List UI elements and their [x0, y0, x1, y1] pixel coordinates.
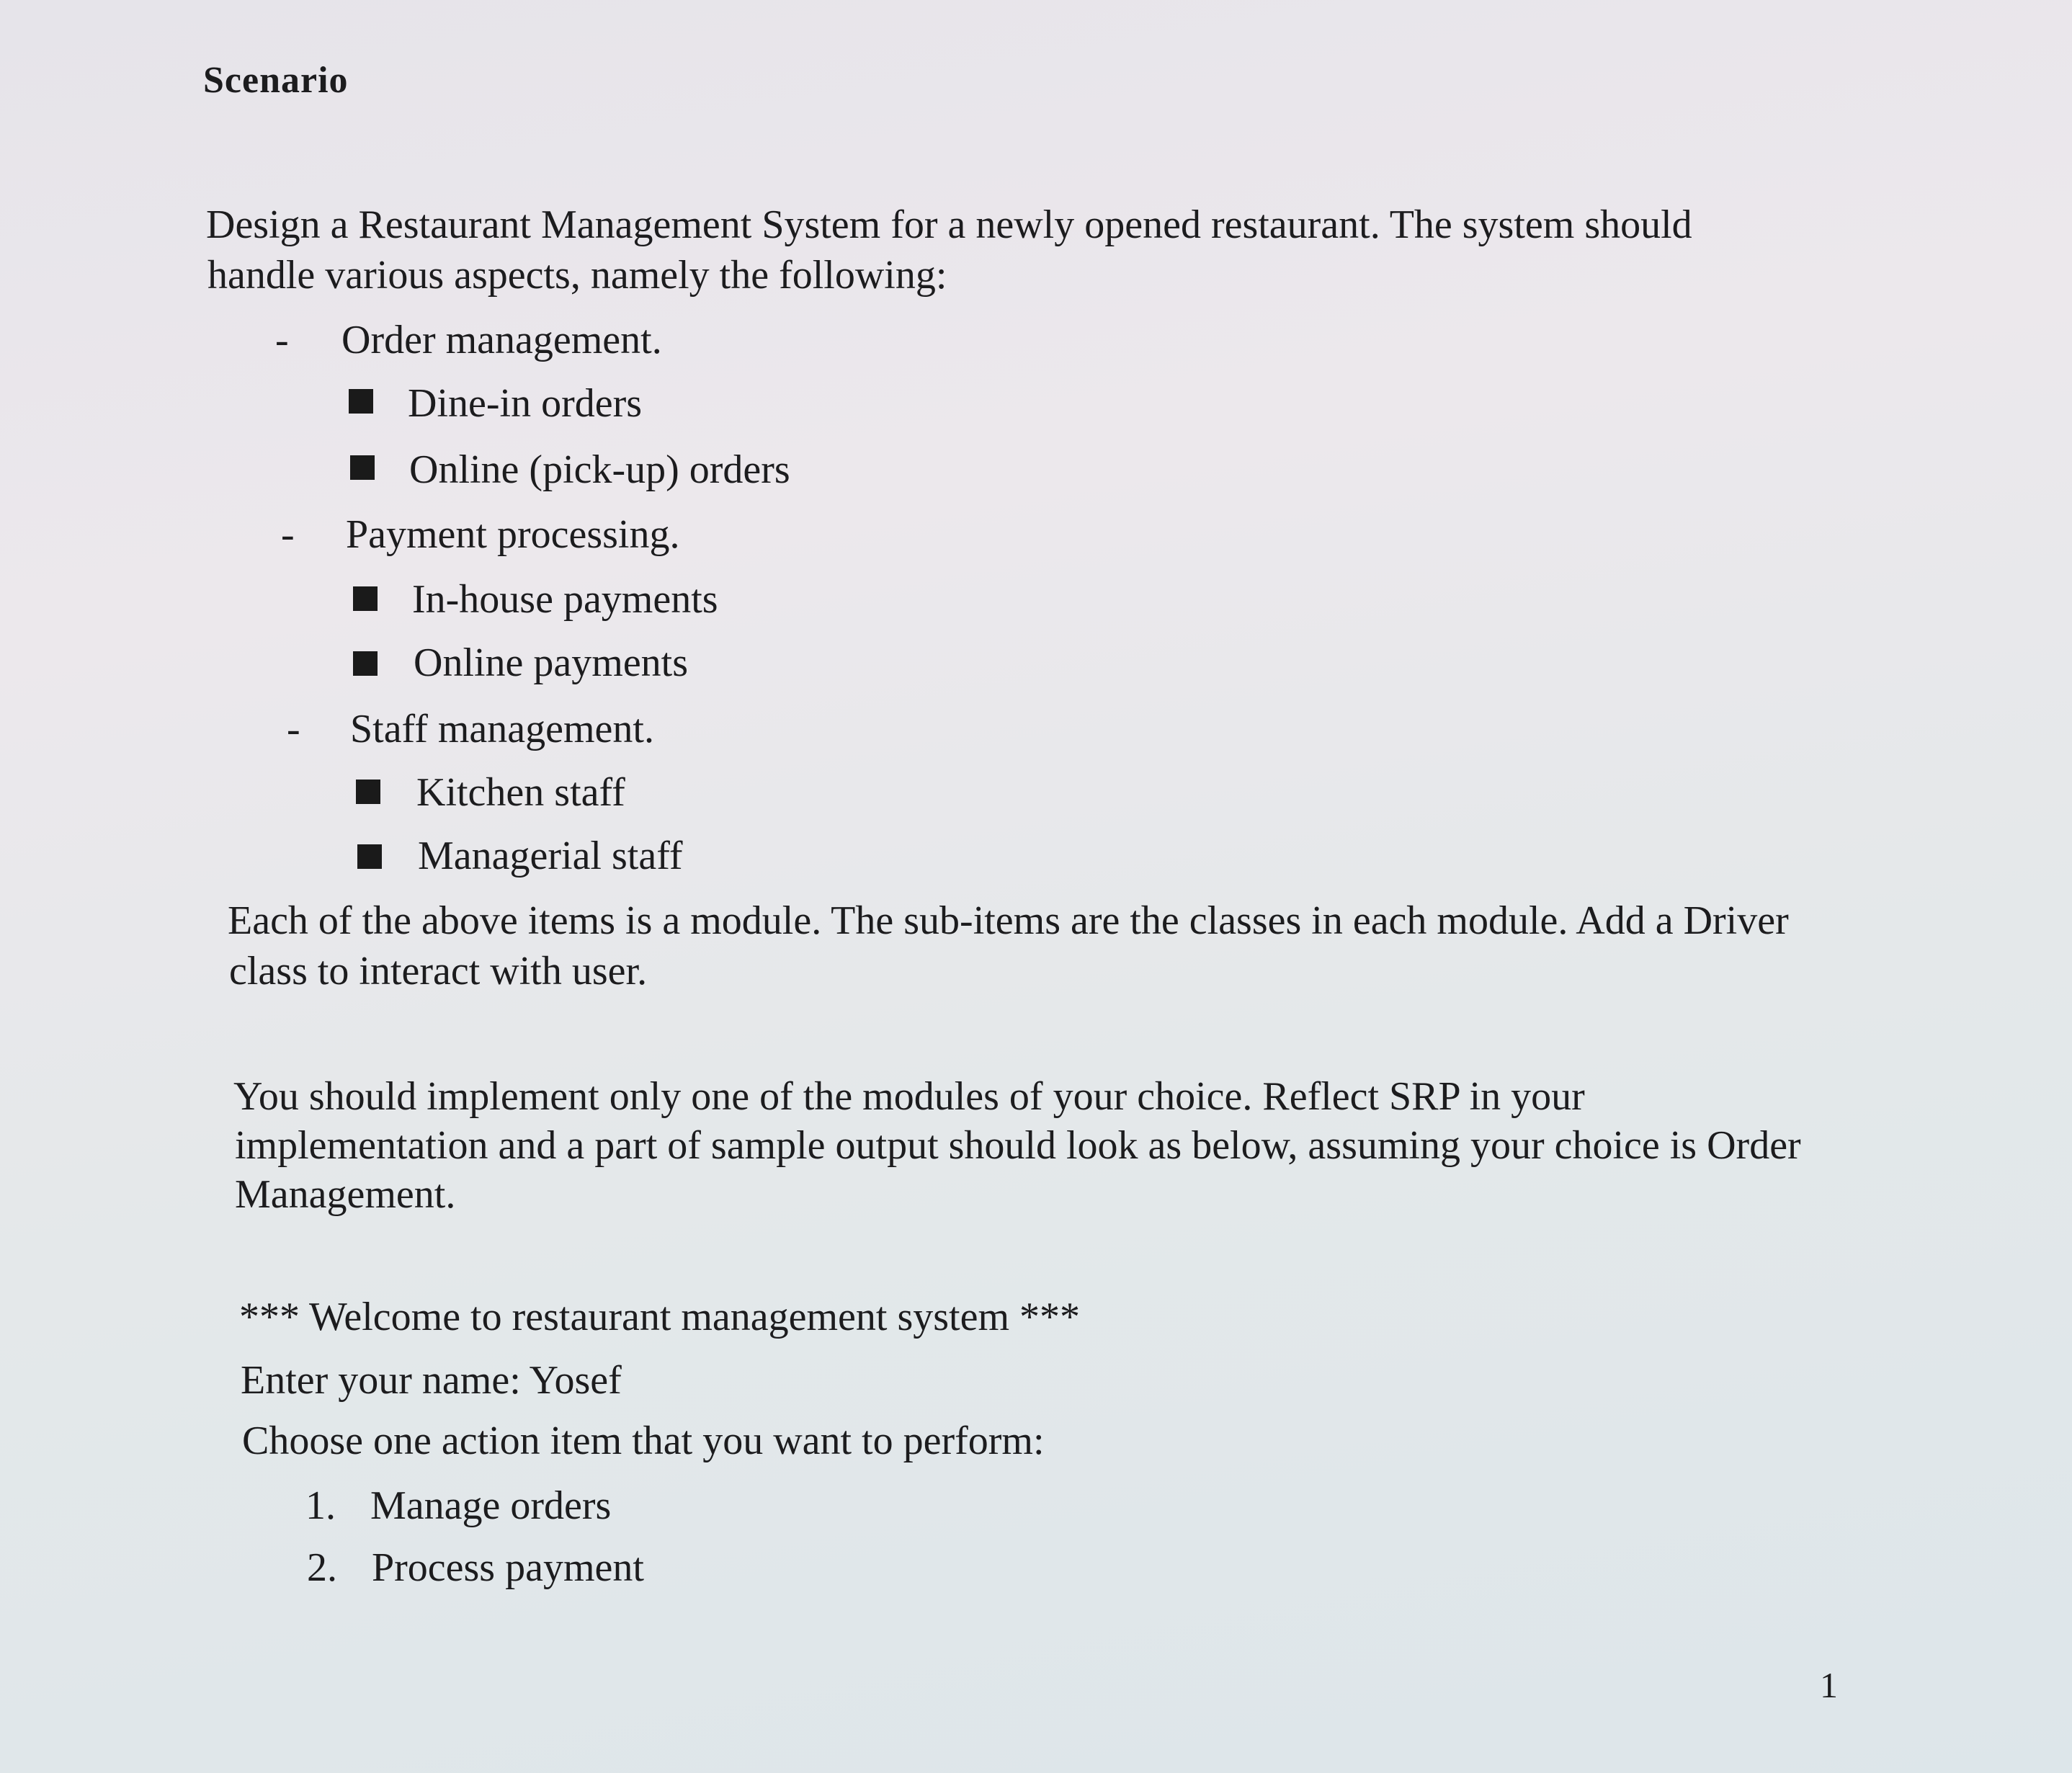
option-number: 2. — [307, 1545, 337, 1590]
class-managerial-staff: Managerial staff — [418, 834, 683, 878]
page-number: 1 — [1820, 1665, 1838, 1705]
option-manage-orders: Manage orders — [370, 1483, 612, 1528]
class-kitchen-staff: Kitchen staff — [416, 770, 625, 815]
class-online-payments: Online payments — [414, 640, 689, 685]
module-payment-processing: Payment processing. — [346, 512, 680, 557]
intro-line-1: Design a Restaurant Management System for a newly opened restaurant. The system should — [206, 202, 1692, 247]
section-heading: Scenario — [203, 60, 349, 101]
bullet-square-icon — [349, 389, 373, 414]
bullet-square-icon — [357, 844, 382, 869]
class-dine-in-orders: Dine-in orders — [408, 381, 643, 426]
sample-choose-action: Choose one action item that you want to perform: — [242, 1419, 1045, 1463]
modules-note-line-1: Each of the above items is a module. The sub-items are the classes in each module. Add a Driver — [228, 898, 1789, 943]
class-in-house-payments: In-house payments — [412, 577, 718, 622]
task-line-1: You should implement only one of the modules of your choice. Reflect SRP in your — [233, 1074, 1585, 1119]
sample-enter-name: Enter your name: Yosef — [241, 1358, 622, 1403]
module-dash-marker: - — [287, 707, 300, 751]
option-number: 1. — [305, 1483, 336, 1528]
module-order-management: Order management. — [341, 318, 662, 362]
bullet-square-icon — [353, 651, 378, 676]
option-process-payment: Process payment — [372, 1545, 644, 1590]
task-line-2: implementation and a part of sample output should look as below, assuming your choice is Order — [235, 1123, 1801, 1168]
modules-note-line-2: class to interact with user. — [229, 949, 648, 993]
sample-welcome: *** Welcome to restaurant management system *** — [239, 1295, 1081, 1339]
task-line-3: Management. — [235, 1172, 456, 1217]
bullet-square-icon — [353, 586, 378, 611]
module-staff-management: Staff management. — [350, 707, 654, 751]
bullet-square-icon — [350, 455, 375, 480]
module-dash-marker: - — [275, 318, 289, 362]
module-dash-marker: - — [281, 512, 295, 557]
class-online-pickup-orders: Online (pick-up) orders — [409, 447, 790, 492]
bullet-square-icon — [356, 780, 380, 804]
intro-line-2: handle various aspects, namely the following: — [207, 253, 947, 298]
